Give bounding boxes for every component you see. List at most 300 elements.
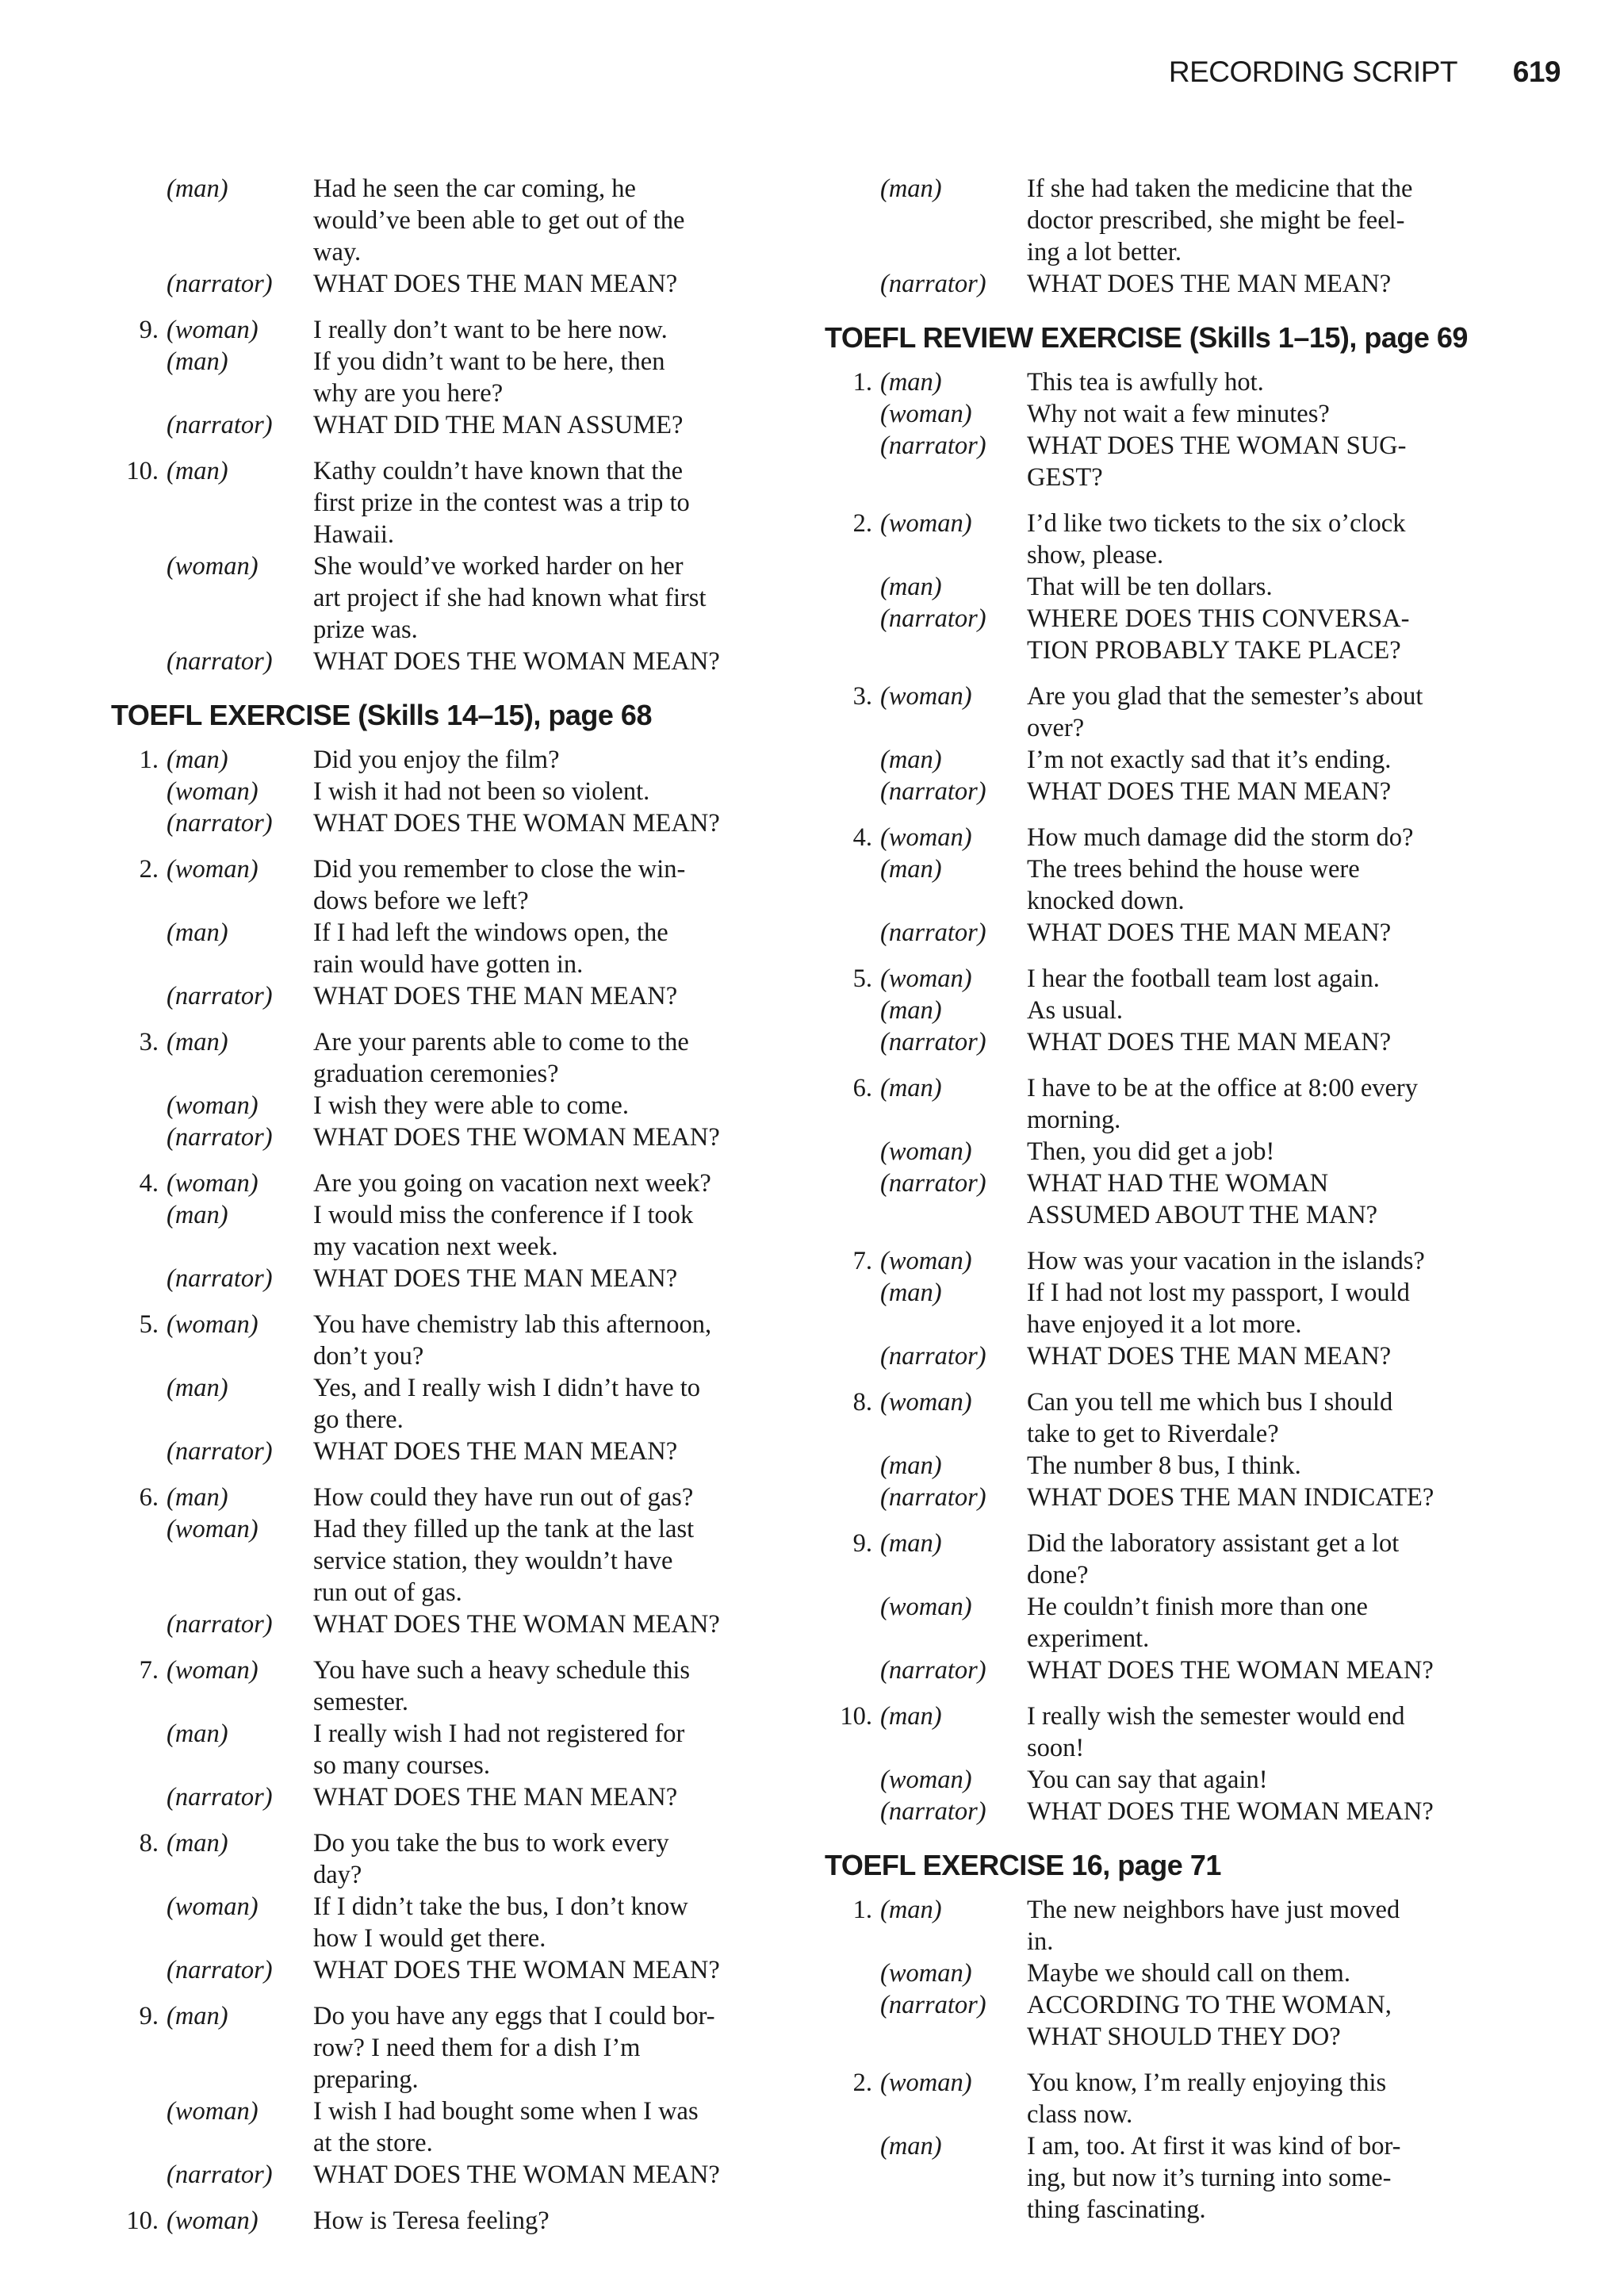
page-number: 619: [1512, 56, 1561, 88]
speaker-label: (narrator): [167, 809, 273, 838]
item-number: [111, 807, 163, 839]
speaker-label: (woman): [880, 964, 972, 993]
spoken-text: WHAT DOES THE MAN MEAN?: [1027, 270, 1392, 298]
spoken-text: I really wish I had not registered for so many courses.: [313, 1720, 685, 1780]
speaker-label: (narrator): [167, 1123, 273, 1152]
item-number: [111, 1513, 163, 1608]
spoken-text: WHAT DOES THE WOMAN MEAN?: [313, 1956, 720, 1984]
dialogue-line: [825, 1957, 1522, 1989]
spoken-text: Had he seen the car coming, he would’ve been able to get out of the way.: [313, 174, 685, 266]
speaker-label: (woman): [167, 2207, 259, 2235]
speaker-label: (man): [880, 1529, 942, 1558]
spoken-text: WHERE DOES THIS CONVERSA- TION PROBABLY TAKE PLACE?: [1027, 604, 1410, 665]
spoken-text: I’d like two tickets to the six o’clock show, please.: [1027, 509, 1406, 569]
dialogue-line: [111, 1608, 761, 1640]
speaker-label: (man): [167, 746, 228, 774]
item-number: 8.: [852, 1388, 872, 1417]
item-number: 10.: [126, 2207, 159, 2235]
spoken-text: WHAT DID THE MAN ASSUME?: [313, 411, 684, 439]
dialogue-item: [825, 1386, 1522, 1513]
speaker-label: (narrator): [880, 1656, 986, 1685]
item-number: [111, 409, 163, 441]
dialogue-line: [825, 822, 1522, 853]
dialogue-line: [825, 366, 1522, 398]
item-number: [111, 1372, 163, 1436]
dialogue-line: [111, 268, 761, 300]
item-number: [111, 346, 163, 409]
item-number: 9.: [139, 316, 159, 344]
dialogue-line: [111, 173, 761, 268]
dialogue-line: [111, 1309, 761, 1372]
item-number: [111, 646, 163, 677]
dialogue-line: [111, 1482, 761, 1513]
spoken-text: The number 8 bus, I think.: [1027, 1451, 1301, 1480]
spoken-text: Are you glad that the semester’s about over?: [1027, 682, 1423, 742]
spoken-text: If you didn’t want to be here, then why are you here?: [313, 347, 665, 408]
spoken-text: You know, I’m really enjoying this class now.: [1027, 2069, 1387, 2129]
spoken-text: Are you going on vacation next week?: [313, 1169, 711, 1198]
dialogue-line: [111, 1090, 761, 1121]
dialogue-item: [111, 1482, 761, 1640]
speaker-label: (man): [880, 2132, 942, 2161]
speaker-label: (woman): [167, 855, 259, 884]
speaker-label: (narrator): [880, 270, 986, 298]
dialogue-item: [825, 681, 1522, 807]
speaker-label: (narrator): [880, 918, 986, 947]
item-number: 4.: [139, 1169, 159, 1198]
item-number: [111, 1891, 163, 1954]
speaker-label: (woman): [167, 1515, 259, 1543]
dialogue-line: [825, 173, 1522, 268]
item-number: [825, 1340, 877, 1372]
speaker-label: (man): [880, 1896, 942, 1924]
dialogue-line: [825, 1340, 1522, 1372]
dialogue-item: [111, 455, 761, 677]
speaker-label: (woman): [167, 1169, 259, 1198]
item-number: 7.: [139, 1656, 159, 1685]
speaker-label: (woman): [167, 552, 259, 581]
spoken-text: You have chemistry lab this afternoon, don’t you?: [313, 1310, 712, 1371]
dialogue-line: [825, 1136, 1522, 1168]
item-number: 5.: [852, 964, 872, 993]
dialogue-line: [111, 1436, 761, 1467]
dialogue-item: [111, 744, 761, 839]
spoken-text: Then, you did get a job!: [1027, 1137, 1275, 1166]
spoken-text: I would miss the conference if I took my vacation next week.: [313, 1201, 694, 1261]
dialogue-line: [825, 2130, 1522, 2226]
spoken-text: WHAT DOES THE MAN MEAN?: [313, 1437, 678, 1466]
speaker-label: (woman): [880, 509, 972, 538]
spoken-text: WHAT DOES THE MAN MEAN?: [313, 1783, 678, 1812]
item-number: [111, 1090, 163, 1121]
speaker-label: (narrator): [167, 411, 273, 439]
item-number: [825, 398, 877, 430]
dialogue-line: [825, 1450, 1522, 1482]
speaker-label: (narrator): [880, 1797, 986, 1826]
speaker-label: (man): [167, 1374, 228, 1402]
spoken-text: Kathy couldn’t have known that the first prize in the contest was a trip to Hawaii.: [313, 457, 690, 549]
item-number: [825, 995, 877, 1026]
spoken-text: I hear the football team lost again.: [1027, 964, 1380, 993]
dialogue-line: [111, 409, 761, 441]
right-column: [825, 173, 1522, 2226]
dialogue-line: [111, 1718, 761, 1781]
speaker-label: (woman): [880, 400, 972, 428]
speaker-label: (man): [167, 1028, 228, 1056]
item-number: [111, 1263, 163, 1294]
item-number: 2.: [852, 2069, 872, 2097]
item-number: [825, 1591, 877, 1654]
speaker-label: (narrator): [880, 1342, 986, 1371]
dialogue-line: [111, 853, 761, 917]
item-number: [825, 1654, 877, 1686]
item-number: [825, 1796, 877, 1827]
dialogue-line: [825, 1764, 1522, 1796]
dialogue-item: [111, 1168, 761, 1294]
item-number: 2.: [139, 855, 159, 884]
dialogue-item: [825, 508, 1522, 666]
dialogue-line: [111, 776, 761, 807]
dialogue-line: [825, 963, 1522, 995]
item-number: [825, 917, 877, 949]
dialogue-line: [825, 1591, 1522, 1654]
dialogue-line: [111, 1891, 761, 1954]
dialogue-line: [111, 1654, 761, 1718]
speaker-label: (woman): [880, 1388, 972, 1417]
spoken-text: I really don’t want to be here now.: [313, 316, 668, 344]
speaker-label: (narrator): [167, 1783, 273, 1812]
spoken-text: WHAT DOES THE WOMAN MEAN?: [313, 2161, 720, 2189]
item-number: [825, 744, 877, 776]
speaker-label: (man): [880, 1279, 942, 1307]
spoken-text: WHAT DOES THE MAN MEAN?: [1027, 1342, 1392, 1371]
dialogue-item: [111, 173, 761, 300]
spoken-text: How was your vacation in the islands?: [1027, 1247, 1425, 1275]
spoken-text: That will be ten dollars.: [1027, 573, 1273, 601]
dialogue-line: [111, 455, 761, 550]
dialogue-line: [825, 681, 1522, 744]
dialogue-item: [111, 314, 761, 441]
spoken-text: Maybe we should call on them.: [1027, 1959, 1350, 1988]
speaker-label: (man): [880, 996, 942, 1025]
spoken-text: The new neighbors have just moved in.: [1027, 1896, 1400, 1956]
dialogue-item: [825, 963, 1522, 1058]
dialogue-item: [825, 1528, 1522, 1686]
dialogue-item: [111, 1309, 761, 1467]
dialogue-item: [111, 1654, 761, 1813]
speaker-label: (narrator): [167, 1956, 273, 1984]
speaker-label: (woman): [880, 2069, 972, 2097]
item-number: 6.: [852, 1074, 872, 1102]
speaker-label: (man): [167, 1720, 228, 1748]
spoken-text: Did you remember to close the win- dows before we left?: [313, 855, 686, 915]
item-number: 7.: [852, 1247, 872, 1275]
speaker-label: (narrator): [880, 1483, 986, 1512]
speaker-label: (woman): [167, 316, 259, 344]
item-number: 3.: [852, 682, 872, 711]
dialogue-line: [825, 744, 1522, 776]
dialogue-line: [825, 853, 1522, 917]
spoken-text: I wish it had not been so violent.: [313, 777, 650, 806]
speaker-label: (woman): [167, 1656, 259, 1685]
item-number: [111, 550, 163, 646]
spoken-text: If I didn’t take the bus, I don’t know how I would get there.: [313, 1892, 688, 1953]
speaker-label: (man): [167, 1829, 228, 1858]
dialogue-line: [825, 995, 1522, 1026]
speaker-label: (man): [880, 855, 942, 884]
left-column: [111, 173, 761, 2237]
spoken-text: As usual.: [1027, 996, 1123, 1025]
dialogue-line: [825, 1072, 1522, 1136]
spoken-text: How is Teresa feeling?: [313, 2207, 550, 2235]
dialogue-line: [111, 1372, 761, 1436]
dialogue-line: [825, 1654, 1522, 1686]
item-number: [825, 1450, 877, 1482]
spoken-text: I wish they were able to come.: [313, 1091, 629, 1120]
dialogue-line: [825, 1482, 1522, 1513]
spoken-text: WHAT DOES THE WOMAN MEAN?: [1027, 1656, 1434, 1685]
section-heading: TOEFL REVIEW EXERCISE (Skills 1–15), page 69: [825, 321, 1468, 354]
dialogue-line: [825, 1245, 1522, 1277]
speaker-label: (narrator): [880, 777, 986, 806]
spoken-text: WHAT DOES THE MAN MEAN?: [1027, 1028, 1392, 1056]
speaker-label: (woman): [880, 1247, 972, 1275]
spoken-text: Are your parents able to come to the graduation ceremonies?: [313, 1028, 689, 1088]
spoken-text: This tea is awfully hot.: [1027, 368, 1264, 397]
dialogue-line: [111, 1026, 761, 1090]
dialogue-line: [825, 1796, 1522, 1827]
dialogue-line: [825, 1026, 1522, 1058]
item-number: [825, 1764, 877, 1796]
dialogue-line: [111, 807, 761, 839]
item-number: [825, 1277, 877, 1340]
speaker-label: (woman): [167, 1310, 259, 1339]
item-number: 1.: [852, 368, 872, 397]
speaker-label: (narrator): [167, 982, 273, 1010]
dialogue-line: [111, 980, 761, 1012]
item-number: [825, 430, 877, 493]
item-number: [825, 2130, 877, 2226]
spoken-text: WHAT DOES THE MAN MEAN?: [1027, 918, 1392, 947]
spoken-text: I am, too. At first it was kind of bor- ing, but now it’s turning into some- thing fascinating.: [1027, 2132, 1401, 2224]
dialogue-line: [111, 646, 761, 677]
speaker-label: (man): [880, 746, 942, 774]
item-number: [111, 1954, 163, 1986]
item-number: 9.: [139, 2002, 159, 2030]
dialogue-line: [825, 268, 1522, 300]
speaker-label: (man): [167, 1201, 228, 1229]
spoken-text: How much damage did the storm do?: [1027, 823, 1414, 852]
speaker-label: (woman): [880, 1593, 972, 1621]
dialogue-line: [111, 346, 761, 409]
item-number: [111, 2095, 163, 2159]
item-number: [825, 1026, 877, 1058]
dialogue-line: [825, 1894, 1522, 1957]
speaker-label: (man): [880, 174, 942, 203]
speaker-label: (narrator): [167, 270, 273, 298]
item-number: [111, 1608, 163, 1640]
speaker-label: (woman): [880, 1137, 972, 1166]
dialogue-line: [111, 2095, 761, 2159]
dialogue-line: [825, 776, 1522, 807]
speaker-label: (woman): [167, 1091, 259, 1120]
dialogue-line: [825, 430, 1522, 493]
item-number: [825, 853, 877, 917]
speaker-label: (narrator): [167, 647, 273, 676]
spoken-text: If I had left the windows open, the rain would have gotten in.: [313, 918, 668, 979]
speaker-label: (man): [167, 174, 228, 203]
spoken-text: Yes, and I really wish I didn’t have to go there.: [313, 1374, 701, 1434]
dialogue-item: [111, 2000, 761, 2191]
dialogue-line: [111, 1513, 761, 1608]
dialogue-item: [111, 1026, 761, 1153]
speaker-label: (narrator): [167, 1610, 273, 1639]
speaker-label: (man): [167, 1483, 228, 1512]
spoken-text: WHAT DOES THE MAN MEAN?: [313, 982, 678, 1010]
item-number: 3.: [139, 1028, 159, 1056]
speaker-label: (narrator): [880, 1169, 986, 1198]
dialogue-item: [111, 2205, 761, 2237]
dialogue-line: [825, 1386, 1522, 1450]
spoken-text: Did the laboratory assistant get a lot done?: [1027, 1529, 1400, 1589]
speaker-label: (narrator): [880, 431, 986, 460]
speaker-label: (narrator): [167, 1264, 273, 1293]
spoken-text: WHAT DOES THE MAN INDICATE?: [1027, 1483, 1434, 1512]
spoken-text: If I had not lost my passport, I would have enjoyed it a lot more.: [1027, 1279, 1410, 1339]
item-number: [825, 571, 877, 603]
item-number: 4.: [852, 823, 872, 852]
dialogue-line: [825, 1989, 1522, 2053]
page-header: [1169, 56, 1561, 89]
speaker-label: (man): [880, 573, 942, 601]
spoken-text: WHAT DOES THE WOMAN MEAN?: [313, 809, 720, 838]
dialogue-item: [825, 1894, 1522, 2053]
dialogue-line: [111, 1121, 761, 1153]
dialogue-line: [825, 1168, 1522, 1231]
item-number: [825, 1482, 877, 1513]
item-number: 10.: [126, 457, 159, 485]
dialogue-line: [825, 1700, 1522, 1764]
spoken-text: Why not wait a few minutes?: [1027, 400, 1330, 428]
spoken-text: You can say that again!: [1027, 1766, 1268, 1794]
dialogue-line: [825, 603, 1522, 666]
spoken-text: WHAT DOES THE WOMAN MEAN?: [313, 1123, 720, 1152]
dialogue-item: [111, 1827, 761, 1986]
speaker-label: (woman): [167, 1892, 259, 1921]
item-number: [111, 1436, 163, 1467]
spoken-text: Can you tell me which bus I should take to get to Riverdale?: [1027, 1388, 1393, 1448]
speaker-label: (woman): [880, 1766, 972, 1794]
item-number: [111, 776, 163, 807]
item-number: [111, 268, 163, 300]
speaker-label: (man): [167, 2002, 228, 2030]
dialogue-line: [111, 2205, 761, 2237]
item-number: [825, 173, 877, 268]
dialogue-line: [825, 508, 1522, 571]
spoken-text: WHAT DOES THE WOMAN SUG- GEST?: [1027, 431, 1407, 492]
item-number: [111, 1781, 163, 1813]
dialogue-item: [825, 366, 1522, 493]
speaker-label: (woman): [167, 2097, 259, 2126]
dialogue-item: [825, 2067, 1522, 2226]
speaker-label: (narrator): [167, 1437, 273, 1466]
running-title: RECORDING SCRIPT: [1168, 56, 1457, 88]
item-number: [111, 2159, 163, 2191]
speaker-label: (man): [880, 1702, 942, 1731]
spoken-text: WHAT DOES THE MAN MEAN?: [1027, 777, 1392, 806]
dialogue-item: [825, 173, 1522, 300]
speaker-label: (woman): [167, 777, 259, 806]
dialogue-line: [825, 398, 1522, 430]
speaker-label: (woman): [880, 823, 972, 852]
item-number: 1.: [139, 746, 159, 774]
item-number: 1.: [852, 1896, 872, 1924]
item-number: [111, 1199, 163, 1263]
spoken-text: ACCORDING TO THE WOMAN, WHAT SHOULD THEY DO?: [1027, 1991, 1392, 2051]
item-number: [825, 776, 877, 807]
item-number: [825, 1136, 877, 1168]
item-number: 8.: [139, 1829, 159, 1858]
spoken-text: WHAT DOES THE MAN MEAN?: [313, 1264, 678, 1293]
dialogue-line: [825, 1277, 1522, 1340]
dialogue-line: [111, 1263, 761, 1294]
item-number: [825, 1989, 877, 2053]
dialogue-item: [825, 1245, 1522, 1372]
item-number: [825, 268, 877, 300]
spoken-text: WHAT HAD THE WOMAN ASSUMED ABOUT THE MAN?: [1027, 1169, 1378, 1229]
spoken-text: Do you take the bus to work every day?: [313, 1829, 669, 1889]
spoken-text: WHAT DOES THE WOMAN MEAN?: [313, 1610, 720, 1639]
dialogue-line: [111, 2159, 761, 2191]
item-number: [111, 1718, 163, 1781]
dialogue-line: [111, 1781, 761, 1813]
dialogue-line: [111, 314, 761, 346]
dialogue-line: [111, 550, 761, 646]
dialogue-line: [111, 1827, 761, 1891]
speaker-label: (man): [167, 347, 228, 376]
item-number: 5.: [139, 1310, 159, 1339]
speaker-label: (man): [167, 918, 228, 947]
spoken-text: WHAT DOES THE WOMAN MEAN?: [1027, 1797, 1434, 1826]
dialogue-line: [111, 917, 761, 980]
section-heading: TOEFL EXERCISE (Skills 14–15), page 68: [111, 699, 652, 731]
speaker-label: (man): [167, 457, 228, 485]
dialogue-line: [825, 2067, 1522, 2130]
spoken-text: I wish I had bought some when I was at the store.: [313, 2097, 699, 2157]
spoken-text: Had they filled up the tank at the last service station, they wouldn’t have run out of gas.: [313, 1515, 695, 1607]
speaker-label: (narrator): [880, 1991, 986, 2019]
item-number: 9.: [852, 1529, 872, 1558]
spoken-text: The trees behind the house were knocked down.: [1027, 855, 1360, 915]
item-number: [111, 1121, 163, 1153]
speaker-label: (man): [880, 1451, 942, 1480]
dialogue-line: [825, 571, 1522, 603]
item-number: 6.: [139, 1483, 159, 1512]
item-number: [111, 917, 163, 980]
section-heading: TOEFL EXERCISE 16, page 71: [825, 1849, 1221, 1881]
spoken-text: WHAT DOES THE WOMAN MEAN?: [313, 647, 720, 676]
spoken-text: Did you enjoy the film?: [313, 746, 560, 774]
dialogue-line: [825, 917, 1522, 949]
dialogue-item: [111, 853, 761, 1012]
item-number: [825, 603, 877, 666]
spoken-text: WHAT DOES THE MAN MEAN?: [313, 270, 678, 298]
item-number: 10.: [840, 1702, 872, 1731]
dialogue-line: [825, 1528, 1522, 1591]
spoken-text: I have to be at the office at 8:00 every morning.: [1027, 1074, 1419, 1134]
speaker-label: (narrator): [880, 604, 986, 633]
spoken-text: I’m not exactly sad that it’s ending.: [1027, 746, 1392, 774]
